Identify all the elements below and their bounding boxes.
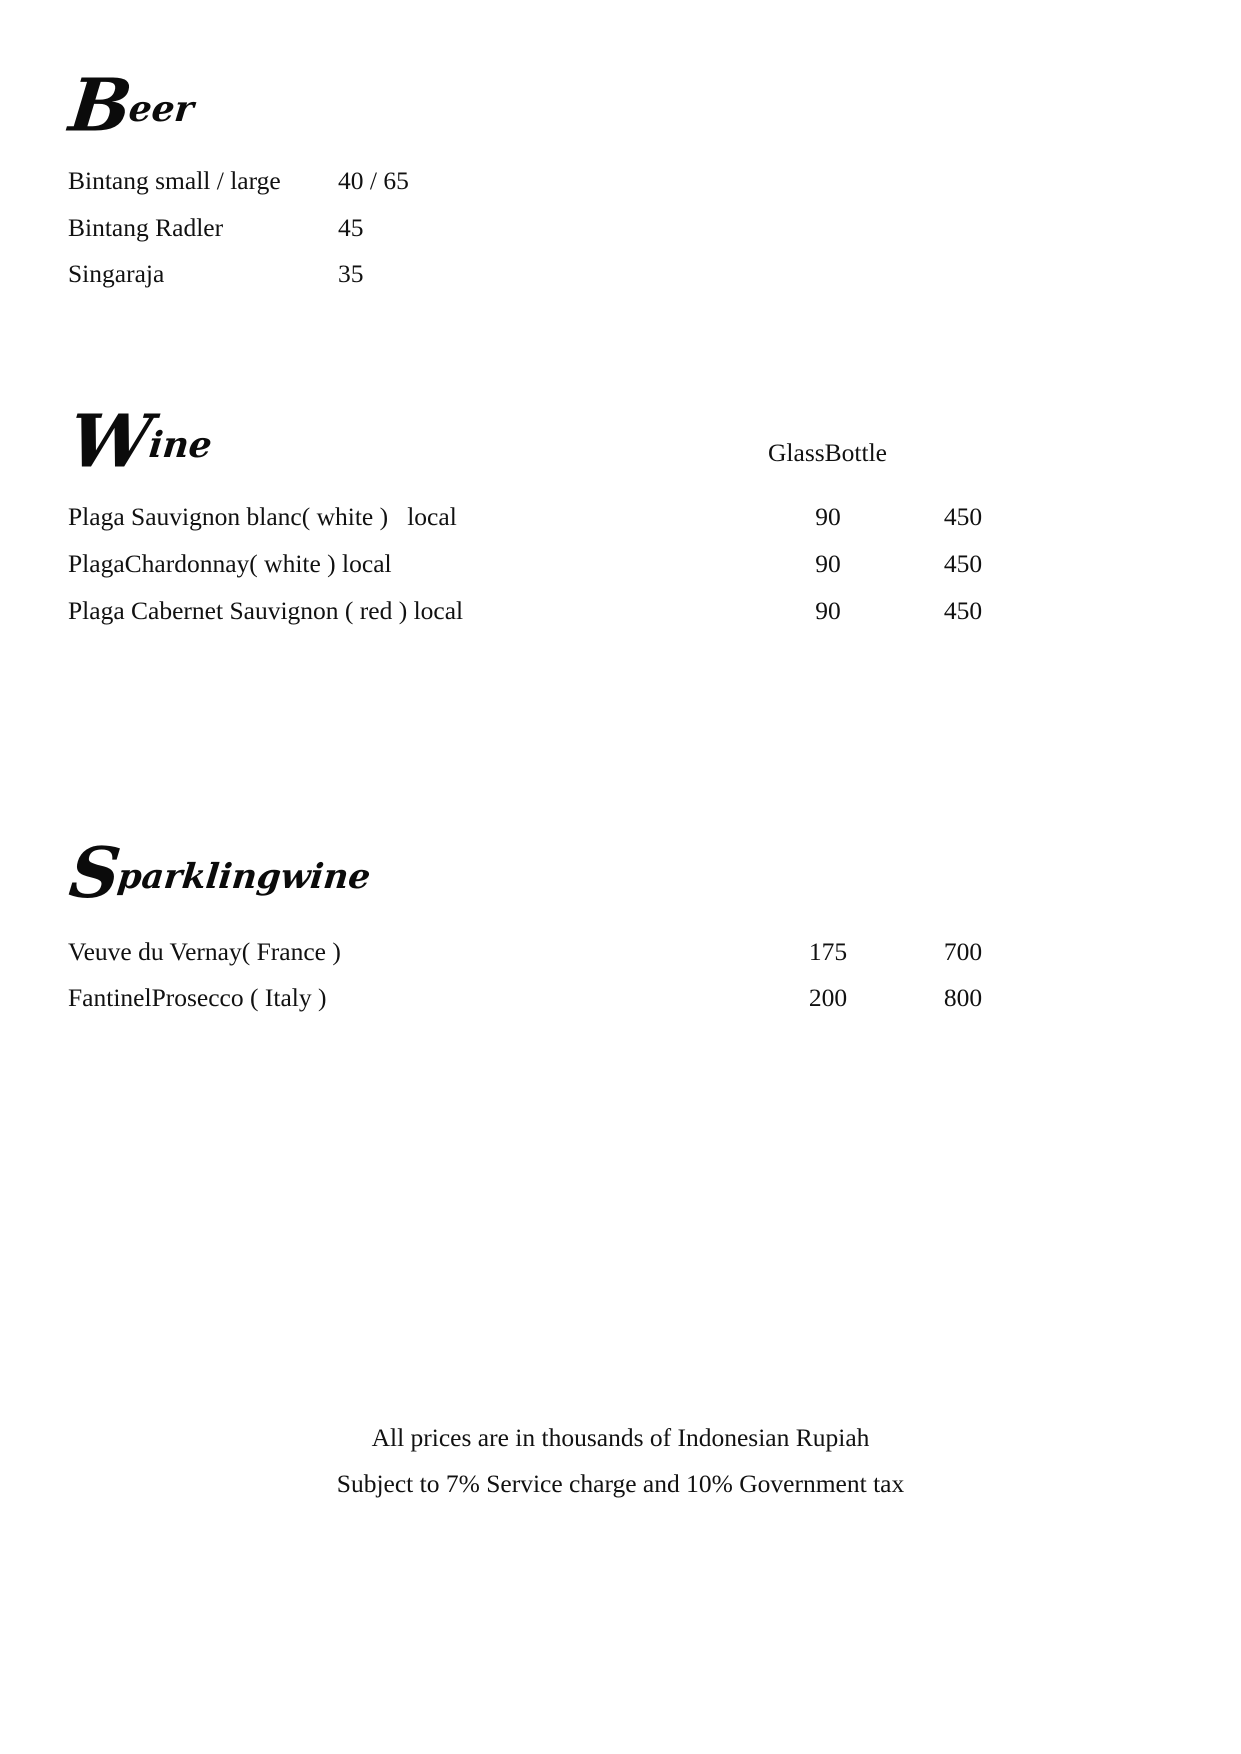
menu-item-bottle-price: 450 <box>943 549 983 578</box>
menu-item-glass-price: 90 <box>815 549 841 578</box>
menu-item-glass-price: 175 <box>808 937 848 966</box>
section-heading-beer-capital: B <box>65 63 134 149</box>
menu-item-name: Veuve du Vernay( France ) <box>68 937 341 966</box>
section-heading-sparkling-wine-capital: S <box>65 833 123 915</box>
menu-item-bottle-price: 700 <box>943 937 983 966</box>
menu-item-glass-price: 90 <box>815 502 841 531</box>
menu-item-row <box>68 594 1173 628</box>
section-heading-wine <box>65 399 215 485</box>
section-heading-sparkling-wine-rest: parklingwine <box>115 857 373 897</box>
menu-item-name: FantinelProsecco ( Italy ) <box>68 983 327 1012</box>
menu-item-row <box>68 981 1173 1015</box>
menu-item-name: PlagaChardonnay( white ) local <box>68 549 392 578</box>
menu-item-bottle-price: 800 <box>943 983 983 1012</box>
wine-column-header: GlassBottle <box>768 438 887 467</box>
menu-item-name: Plaga Cabernet Sauvignon ( red ) local <box>68 596 464 625</box>
section-heading-sparkling-wine <box>65 833 373 915</box>
menu-item-name: Bintang Radler <box>68 213 224 242</box>
footer-currency-note: All prices are in thousands of Indonesian Rupiah <box>371 1423 870 1452</box>
section-heading-wine-capital: W <box>65 399 154 485</box>
footer-tax-note: Subject to 7% Service charge and 10% Government tax <box>336 1469 905 1498</box>
menu-item-name: Bintang small / large <box>68 166 281 195</box>
section-heading-beer-rest: eer <box>126 88 196 130</box>
menu-item-price: 35 <box>338 259 364 288</box>
menu-item-price: 40 / 65 <box>338 166 409 195</box>
menu-item-row <box>68 547 1173 581</box>
menu-item-bottle-price: 450 <box>943 596 983 625</box>
menu-item-bottle-price: 450 <box>943 502 983 531</box>
menu-item-glass-price: 200 <box>808 983 848 1012</box>
menu-item-name: Singaraja <box>68 259 165 288</box>
menu-item-name: Plaga Sauvignon blanc( white ) local <box>68 502 457 531</box>
menu-item-glass-price: 90 <box>815 596 841 625</box>
section-heading-wine-rest: ine <box>146 424 214 466</box>
menu-item-row <box>68 935 1173 969</box>
menu-item-price: 45 <box>338 213 364 242</box>
section-heading-beer <box>65 63 197 149</box>
menu-item-row <box>68 211 768 245</box>
menu-item-row <box>68 257 768 291</box>
menu-item-row <box>68 164 768 198</box>
menu-item-row <box>68 500 1173 534</box>
